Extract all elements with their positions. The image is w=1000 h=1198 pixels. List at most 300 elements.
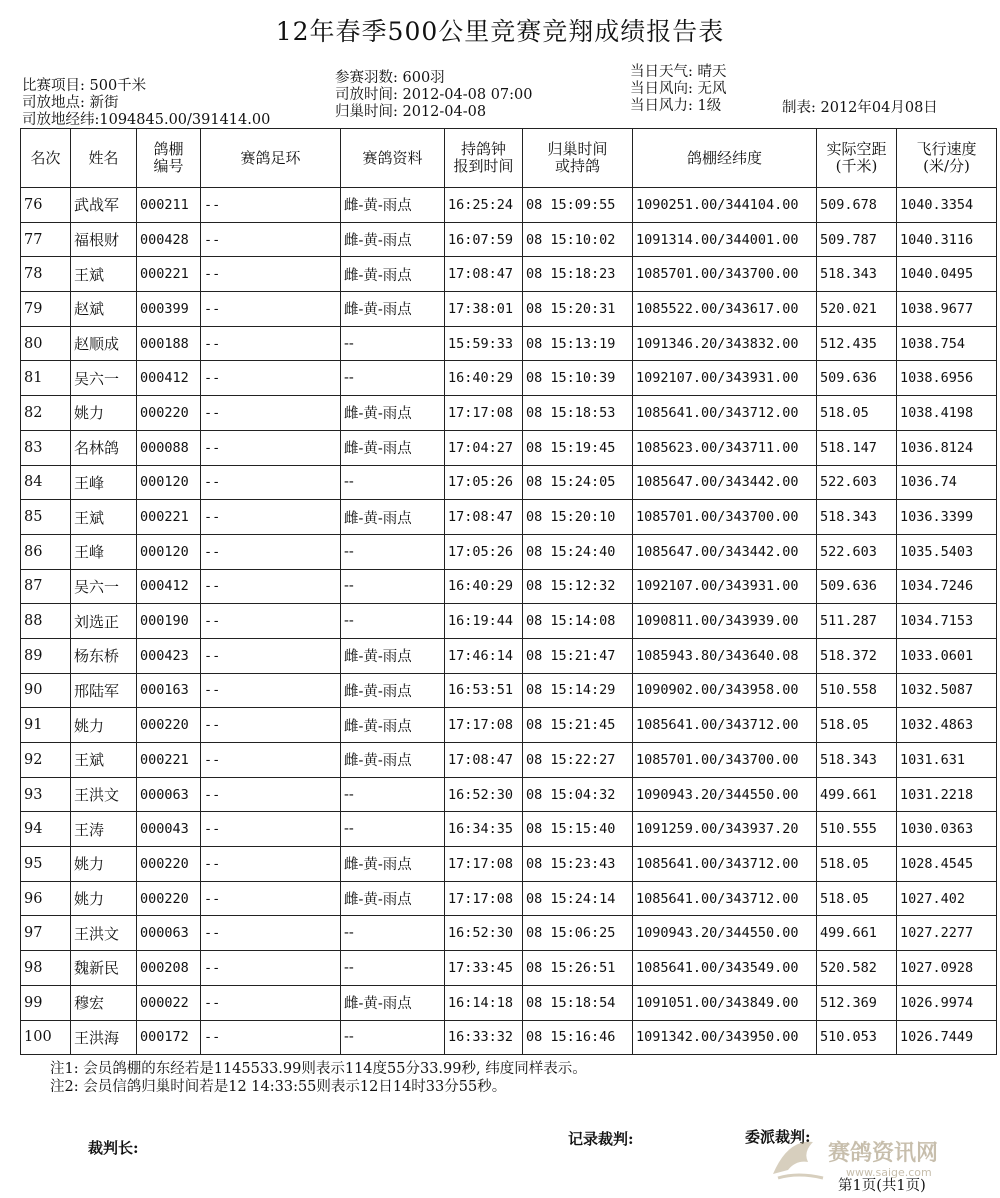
cell-info: -- xyxy=(341,604,445,639)
cell-coords: 1085647.00/343442.00 xyxy=(633,465,817,500)
cell-return-time: 08 15:24:14 xyxy=(523,881,633,916)
cell-distance: 499.661 xyxy=(817,916,897,951)
header-return-time: 归巢时间 或持鸽 xyxy=(523,129,633,188)
cell-clock-time: 17:17:08 xyxy=(445,396,523,431)
cell-return-time: 08 15:20:31 xyxy=(523,292,633,327)
cell-loft: 000220 xyxy=(137,847,201,882)
cell-coords: 1092107.00/343931.00 xyxy=(633,569,817,604)
header-distance: 实际空距 (千米) xyxy=(817,129,897,188)
release-coords: 司放地经纬:1094845.00/391414.00 xyxy=(22,112,271,128)
cell-name: 武战军 xyxy=(71,188,137,223)
cell-loft: 000063 xyxy=(137,916,201,951)
cell-distance: 518.05 xyxy=(817,396,897,431)
cell-clock-time: 17:05:26 xyxy=(445,465,523,500)
cell-name: 王斌 xyxy=(71,500,137,535)
table-row xyxy=(21,847,997,882)
cell-ring: -- xyxy=(201,292,341,327)
header-coords: 鸽棚经纬度 xyxy=(633,129,817,188)
cell-clock-time: 17:46:14 xyxy=(445,638,523,673)
cell-name: 姚力 xyxy=(71,847,137,882)
cell-distance: 518.372 xyxy=(817,638,897,673)
cell-loft: 000423 xyxy=(137,638,201,673)
cell-distance: 520.021 xyxy=(817,292,897,327)
cell-ring: -- xyxy=(201,812,341,847)
cell-info: -- xyxy=(341,916,445,951)
cell-coords: 1085641.00/343549.00 xyxy=(633,951,817,986)
cell-speed: 1033.0601 xyxy=(897,638,997,673)
cell-ring: -- xyxy=(201,465,341,500)
table-row xyxy=(21,881,997,916)
cell-ring: -- xyxy=(201,847,341,882)
cell-coords: 1085701.00/343700.00 xyxy=(633,500,817,535)
cell-ring: -- xyxy=(201,743,341,778)
cell-distance: 509.636 xyxy=(817,361,897,396)
cell-clock-time: 16:52:30 xyxy=(445,916,523,951)
cell-rank: 92 xyxy=(21,743,71,778)
cell-info: 雌-黄-雨点 xyxy=(341,222,445,257)
cell-loft: 000208 xyxy=(137,951,201,986)
cell-speed: 1040.0495 xyxy=(897,257,997,292)
wind-direction: 当日风向: 无风 xyxy=(630,81,727,97)
cell-clock-time: 15:59:33 xyxy=(445,326,523,361)
cell-ring: -- xyxy=(201,638,341,673)
cell-distance: 509.678 xyxy=(817,188,897,223)
cell-ring: -- xyxy=(201,534,341,569)
cell-clock-time: 17:04:27 xyxy=(445,430,523,465)
cell-rank: 89 xyxy=(21,638,71,673)
cell-coords: 1085641.00/343712.00 xyxy=(633,708,817,743)
cell-clock-time: 17:08:47 xyxy=(445,743,523,778)
cell-info: -- xyxy=(341,951,445,986)
cell-loft: 000120 xyxy=(137,534,201,569)
cell-distance: 518.343 xyxy=(817,257,897,292)
cell-speed: 1027.2277 xyxy=(897,916,997,951)
cell-rank: 98 xyxy=(21,951,71,986)
cell-loft: 000221 xyxy=(137,743,201,778)
cell-coords: 1085943.80/343640.08 xyxy=(633,638,817,673)
cell-ring: -- xyxy=(201,396,341,431)
cell-name: 姚力 xyxy=(71,881,137,916)
made-date: 制表: 2012年04月08日 xyxy=(782,100,938,116)
cell-speed: 1032.5087 xyxy=(897,673,997,708)
cell-distance: 522.603 xyxy=(817,534,897,569)
cell-return-time: 08 15:24:05 xyxy=(523,465,633,500)
cell-name: 刘选正 xyxy=(71,604,137,639)
cell-name: 姚力 xyxy=(71,396,137,431)
table-row xyxy=(21,396,997,431)
cell-name: 王洪海 xyxy=(71,1020,137,1055)
table-row xyxy=(21,777,997,812)
cell-info: -- xyxy=(341,1020,445,1055)
cell-ring: -- xyxy=(201,188,341,223)
cell-clock-time: 17:17:08 xyxy=(445,881,523,916)
cell-info: 雌-黄-雨点 xyxy=(341,638,445,673)
cell-ring: -- xyxy=(201,257,341,292)
cell-return-time: 08 15:20:10 xyxy=(523,500,633,535)
cell-clock-time: 17:17:08 xyxy=(445,847,523,882)
results-table xyxy=(20,128,997,1055)
cell-name: 邢陆军 xyxy=(71,673,137,708)
cell-clock-time: 16:25:24 xyxy=(445,188,523,223)
cell-loft: 000088 xyxy=(137,430,201,465)
page-number: 第1页(共1页) xyxy=(838,1178,926,1194)
cell-name: 杨东桥 xyxy=(71,638,137,673)
cell-return-time: 08 15:14:29 xyxy=(523,673,633,708)
header-info-left xyxy=(22,78,270,129)
cell-rank: 97 xyxy=(21,916,71,951)
cell-rank: 85 xyxy=(21,500,71,535)
table-row xyxy=(21,638,997,673)
table-row xyxy=(21,326,997,361)
cell-ring: -- xyxy=(201,881,341,916)
cell-coords: 1090943.20/344550.00 xyxy=(633,916,817,951)
cell-coords: 1091346.20/343832.00 xyxy=(633,326,817,361)
cell-rank: 83 xyxy=(21,430,71,465)
cell-speed: 1036.74 xyxy=(897,465,997,500)
cell-return-time: 08 15:16:46 xyxy=(523,1020,633,1055)
cell-speed: 1027.402 xyxy=(897,881,997,916)
cell-speed: 1038.9677 xyxy=(897,292,997,327)
cell-loft: 000220 xyxy=(137,881,201,916)
cell-info: -- xyxy=(341,777,445,812)
cell-distance: 509.787 xyxy=(817,222,897,257)
cell-info: 雌-黄-雨点 xyxy=(341,847,445,882)
cell-clock-time: 16:40:29 xyxy=(445,361,523,396)
cell-ring: -- xyxy=(201,430,341,465)
header-info: 赛鸽资料 xyxy=(341,129,445,188)
table-row xyxy=(21,465,997,500)
cell-clock-time: 17:33:45 xyxy=(445,951,523,986)
cell-speed: 1035.5403 xyxy=(897,534,997,569)
table-header-row xyxy=(21,129,997,188)
cell-rank: 84 xyxy=(21,465,71,500)
cell-rank: 90 xyxy=(21,673,71,708)
cell-loft: 000220 xyxy=(137,396,201,431)
cell-coords: 1085647.00/343442.00 xyxy=(633,534,817,569)
cell-speed: 1031.2218 xyxy=(897,777,997,812)
cell-rank: 78 xyxy=(21,257,71,292)
table-row xyxy=(21,222,997,257)
cell-distance: 512.369 xyxy=(817,985,897,1020)
cell-return-time: 08 15:18:23 xyxy=(523,257,633,292)
cell-rank: 100 xyxy=(21,1020,71,1055)
cell-loft: 000063 xyxy=(137,777,201,812)
cell-info: 雌-黄-雨点 xyxy=(341,673,445,708)
cell-return-time: 08 15:09:55 xyxy=(523,188,633,223)
cell-loft: 000428 xyxy=(137,222,201,257)
cell-speed: 1031.631 xyxy=(897,743,997,778)
cell-name: 姚力 xyxy=(71,708,137,743)
cell-rank: 88 xyxy=(21,604,71,639)
cell-distance: 518.343 xyxy=(817,500,897,535)
cell-return-time: 08 15:26:51 xyxy=(523,951,633,986)
cell-name: 王斌 xyxy=(71,257,137,292)
record-judge-label: 记录裁判: xyxy=(568,1130,634,1148)
cell-rank: 82 xyxy=(21,396,71,431)
cell-info: -- xyxy=(341,569,445,604)
cell-return-time: 08 15:13:19 xyxy=(523,326,633,361)
cell-info: -- xyxy=(341,534,445,569)
cell-clock-time: 16:53:51 xyxy=(445,673,523,708)
release-time: 司放时间: 2012-04-08 07:00 xyxy=(335,87,533,103)
cell-clock-time: 17:08:47 xyxy=(445,500,523,535)
cell-name: 吴六一 xyxy=(71,569,137,604)
cell-rank: 86 xyxy=(21,534,71,569)
cell-ring: -- xyxy=(201,708,341,743)
cell-coords: 1085641.00/343712.00 xyxy=(633,881,817,916)
cell-ring: -- xyxy=(201,1020,341,1055)
cell-speed: 1028.4545 xyxy=(897,847,997,882)
cell-coords: 1091051.00/343849.00 xyxy=(633,985,817,1020)
cell-return-time: 08 15:22:27 xyxy=(523,743,633,778)
cell-coords: 1085641.00/343712.00 xyxy=(633,396,817,431)
cell-speed: 1038.4198 xyxy=(897,396,997,431)
table-row xyxy=(21,916,997,951)
note-2: 注2: 会员信鸽归巢时间若是12 14:33:55则表示12日14时33分55秒。 xyxy=(50,1079,507,1095)
cell-ring: -- xyxy=(201,673,341,708)
table-row xyxy=(21,188,997,223)
cell-loft: 000190 xyxy=(137,604,201,639)
cell-name: 王斌 xyxy=(71,743,137,778)
cell-name: 王涛 xyxy=(71,812,137,847)
cell-coords: 1091342.00/343950.00 xyxy=(633,1020,817,1055)
cell-rank: 95 xyxy=(21,847,71,882)
cell-distance: 510.053 xyxy=(817,1020,897,1055)
table-row xyxy=(21,1020,997,1055)
cell-speed: 1026.7449 xyxy=(897,1020,997,1055)
cell-return-time: 08 15:24:40 xyxy=(523,534,633,569)
cell-ring: -- xyxy=(201,916,341,951)
cell-rank: 81 xyxy=(21,361,71,396)
header-info-middle xyxy=(335,70,533,121)
cell-info: 雌-黄-雨点 xyxy=(341,430,445,465)
header-loft: 鸽棚 编号 xyxy=(137,129,201,188)
cell-rank: 99 xyxy=(21,985,71,1020)
cell-info: -- xyxy=(341,326,445,361)
cell-distance: 510.555 xyxy=(817,812,897,847)
table-row xyxy=(21,569,997,604)
entry-count: 参赛羽数: 600羽 xyxy=(335,70,445,86)
table-row xyxy=(21,812,997,847)
watermark-text: 赛鸽资讯网 xyxy=(828,1141,939,1166)
cell-rank: 77 xyxy=(21,222,71,257)
cell-loft: 000022 xyxy=(137,985,201,1020)
cell-clock-time: 16:52:30 xyxy=(445,777,523,812)
cell-distance: 509.636 xyxy=(817,569,897,604)
cell-return-time: 08 15:15:40 xyxy=(523,812,633,847)
cell-info: 雌-黄-雨点 xyxy=(341,708,445,743)
cell-coords: 1085641.00/343712.00 xyxy=(633,847,817,882)
cell-return-time: 08 15:18:54 xyxy=(523,985,633,1020)
table-row xyxy=(21,673,997,708)
cell-info: 雌-黄-雨点 xyxy=(341,257,445,292)
cell-loft: 000412 xyxy=(137,361,201,396)
cell-ring: -- xyxy=(201,569,341,604)
cell-speed: 1036.3399 xyxy=(897,500,997,535)
cell-name: 穆宏 xyxy=(71,985,137,1020)
header-name: 姓名 xyxy=(71,129,137,188)
cell-distance: 520.582 xyxy=(817,951,897,986)
cell-clock-time: 16:33:32 xyxy=(445,1020,523,1055)
cell-clock-time: 17:17:08 xyxy=(445,708,523,743)
table-row xyxy=(21,292,997,327)
cell-speed: 1034.7246 xyxy=(897,569,997,604)
cell-coords: 1090811.00/343939.00 xyxy=(633,604,817,639)
cell-distance: 499.661 xyxy=(817,777,897,812)
cell-info: -- xyxy=(341,812,445,847)
cell-coords: 1092107.00/343931.00 xyxy=(633,361,817,396)
cell-rank: 79 xyxy=(21,292,71,327)
cell-return-time: 08 15:21:47 xyxy=(523,638,633,673)
notes xyxy=(50,1060,587,1096)
cell-speed: 1032.4863 xyxy=(897,708,997,743)
table-row xyxy=(21,257,997,292)
cell-ring: -- xyxy=(201,777,341,812)
cell-rank: 80 xyxy=(21,326,71,361)
cell-distance: 510.558 xyxy=(817,673,897,708)
cell-info: -- xyxy=(341,361,445,396)
cell-ring: -- xyxy=(201,222,341,257)
cell-coords: 1091314.00/344001.00 xyxy=(633,222,817,257)
table-row xyxy=(21,430,997,465)
cell-info: 雌-黄-雨点 xyxy=(341,396,445,431)
cell-name: 王峰 xyxy=(71,534,137,569)
cell-coords: 1085701.00/343700.00 xyxy=(633,257,817,292)
cell-return-time: 08 15:06:25 xyxy=(523,916,633,951)
cell-speed: 1036.8124 xyxy=(897,430,997,465)
cell-coords: 1090902.00/343958.00 xyxy=(633,673,817,708)
cell-return-time: 08 15:04:32 xyxy=(523,777,633,812)
cell-clock-time: 16:34:35 xyxy=(445,812,523,847)
cell-loft: 000221 xyxy=(137,500,201,535)
cell-clock-time: 16:07:59 xyxy=(445,222,523,257)
header-speed: 飞行速度 (米/分) xyxy=(897,129,997,188)
cell-return-time: 08 15:10:39 xyxy=(523,361,633,396)
header-ring: 赛鸽足环 xyxy=(201,129,341,188)
cell-name: 王峰 xyxy=(71,465,137,500)
cell-info: 雌-黄-雨点 xyxy=(341,292,445,327)
cell-ring: -- xyxy=(201,361,341,396)
cell-clock-time: 17:38:01 xyxy=(445,292,523,327)
cell-loft: 000221 xyxy=(137,257,201,292)
cell-clock-time: 17:08:47 xyxy=(445,257,523,292)
cell-loft: 000220 xyxy=(137,708,201,743)
cell-distance: 518.05 xyxy=(817,881,897,916)
cell-loft: 000043 xyxy=(137,812,201,847)
cell-name: 王洪文 xyxy=(71,777,137,812)
cell-loft: 000412 xyxy=(137,569,201,604)
cell-coords: 1085522.00/343617.00 xyxy=(633,292,817,327)
header-info-right xyxy=(630,64,727,115)
cell-info: 雌-黄-雨点 xyxy=(341,985,445,1020)
cell-rank: 93 xyxy=(21,777,71,812)
cell-speed: 1040.3116 xyxy=(897,222,997,257)
table-row xyxy=(21,500,997,535)
header-rank: 名次 xyxy=(21,129,71,188)
cell-name: 名林鸽 xyxy=(71,430,137,465)
cell-coords: 1085623.00/343711.00 xyxy=(633,430,817,465)
cell-coords: 1090251.00/344104.00 xyxy=(633,188,817,223)
cell-loft: 000399 xyxy=(137,292,201,327)
chief-judge-label: 裁判长: xyxy=(88,1139,139,1157)
cell-rank: 96 xyxy=(21,881,71,916)
table-row xyxy=(21,604,997,639)
cell-return-time: 08 15:18:53 xyxy=(523,396,633,431)
cell-clock-time: 16:19:44 xyxy=(445,604,523,639)
cell-rank: 87 xyxy=(21,569,71,604)
cell-speed: 1038.754 xyxy=(897,326,997,361)
cell-loft: 000120 xyxy=(137,465,201,500)
header-clock-time: 持鸽钟 报到时间 xyxy=(445,129,523,188)
cell-rank: 91 xyxy=(21,708,71,743)
cell-speed: 1027.0928 xyxy=(897,951,997,986)
watermark-url: www.saige.com xyxy=(846,1166,932,1179)
cell-distance: 518.05 xyxy=(817,708,897,743)
cell-name: 赵顺成 xyxy=(71,326,137,361)
cell-return-time: 08 15:19:45 xyxy=(523,430,633,465)
cell-distance: 518.05 xyxy=(817,847,897,882)
cell-clock-time: 16:40:29 xyxy=(445,569,523,604)
cell-coords: 1085701.00/343700.00 xyxy=(633,743,817,778)
cell-distance: 518.147 xyxy=(817,430,897,465)
cell-speed: 1034.7153 xyxy=(897,604,997,639)
cell-ring: -- xyxy=(201,500,341,535)
table-row xyxy=(21,534,997,569)
cell-speed: 1030.0363 xyxy=(897,812,997,847)
cell-name: 福根财 xyxy=(71,222,137,257)
report-title: 12年春季500公里竞赛竞翔成绩报告表 xyxy=(275,17,725,46)
cell-distance: 522.603 xyxy=(817,465,897,500)
cell-info: 雌-黄-雨点 xyxy=(341,881,445,916)
cell-loft: 000163 xyxy=(137,673,201,708)
cell-ring: -- xyxy=(201,326,341,361)
return-date: 归巢时间: 2012-04-08 xyxy=(335,104,487,120)
table-row xyxy=(21,743,997,778)
cell-rank: 76 xyxy=(21,188,71,223)
cell-return-time: 08 15:10:02 xyxy=(523,222,633,257)
table-row xyxy=(21,985,997,1020)
pigeon-logo-icon xyxy=(768,1134,828,1184)
cell-info: 雌-黄-雨点 xyxy=(341,500,445,535)
table-row xyxy=(21,708,997,743)
cell-clock-time: 17:05:26 xyxy=(445,534,523,569)
cell-name: 王洪文 xyxy=(71,916,137,951)
cell-ring: -- xyxy=(201,985,341,1020)
cell-coords: 1090943.20/344550.00 xyxy=(633,777,817,812)
cell-info: 雌-黄-雨点 xyxy=(341,743,445,778)
cell-info: 雌-黄-雨点 xyxy=(341,188,445,223)
release-place: 司放地点: 新街 xyxy=(22,95,119,111)
cell-ring: -- xyxy=(201,951,341,986)
cell-ring: -- xyxy=(201,604,341,639)
table-row xyxy=(21,361,997,396)
cell-loft: 000172 xyxy=(137,1020,201,1055)
cell-speed: 1040.3354 xyxy=(897,188,997,223)
cell-return-time: 08 15:23:43 xyxy=(523,847,633,882)
cell-return-time: 08 15:12:32 xyxy=(523,569,633,604)
race-item: 比赛项目: 500千米 xyxy=(22,78,147,94)
table-row xyxy=(21,951,997,986)
cell-name: 魏新民 xyxy=(71,951,137,986)
cell-return-time: 08 15:14:08 xyxy=(523,604,633,639)
cell-speed: 1026.9974 xyxy=(897,985,997,1020)
cell-coords: 1091259.00/343937.20 xyxy=(633,812,817,847)
cell-loft: 000188 xyxy=(137,326,201,361)
cell-info: -- xyxy=(341,465,445,500)
note-1: 注1: 会员鸽棚的东经若是1145533.99则表示114度55分33.99秒, 纬度同样表示。 xyxy=(50,1061,587,1077)
cell-return-time: 08 15:21:45 xyxy=(523,708,633,743)
cell-name: 赵斌 xyxy=(71,292,137,327)
